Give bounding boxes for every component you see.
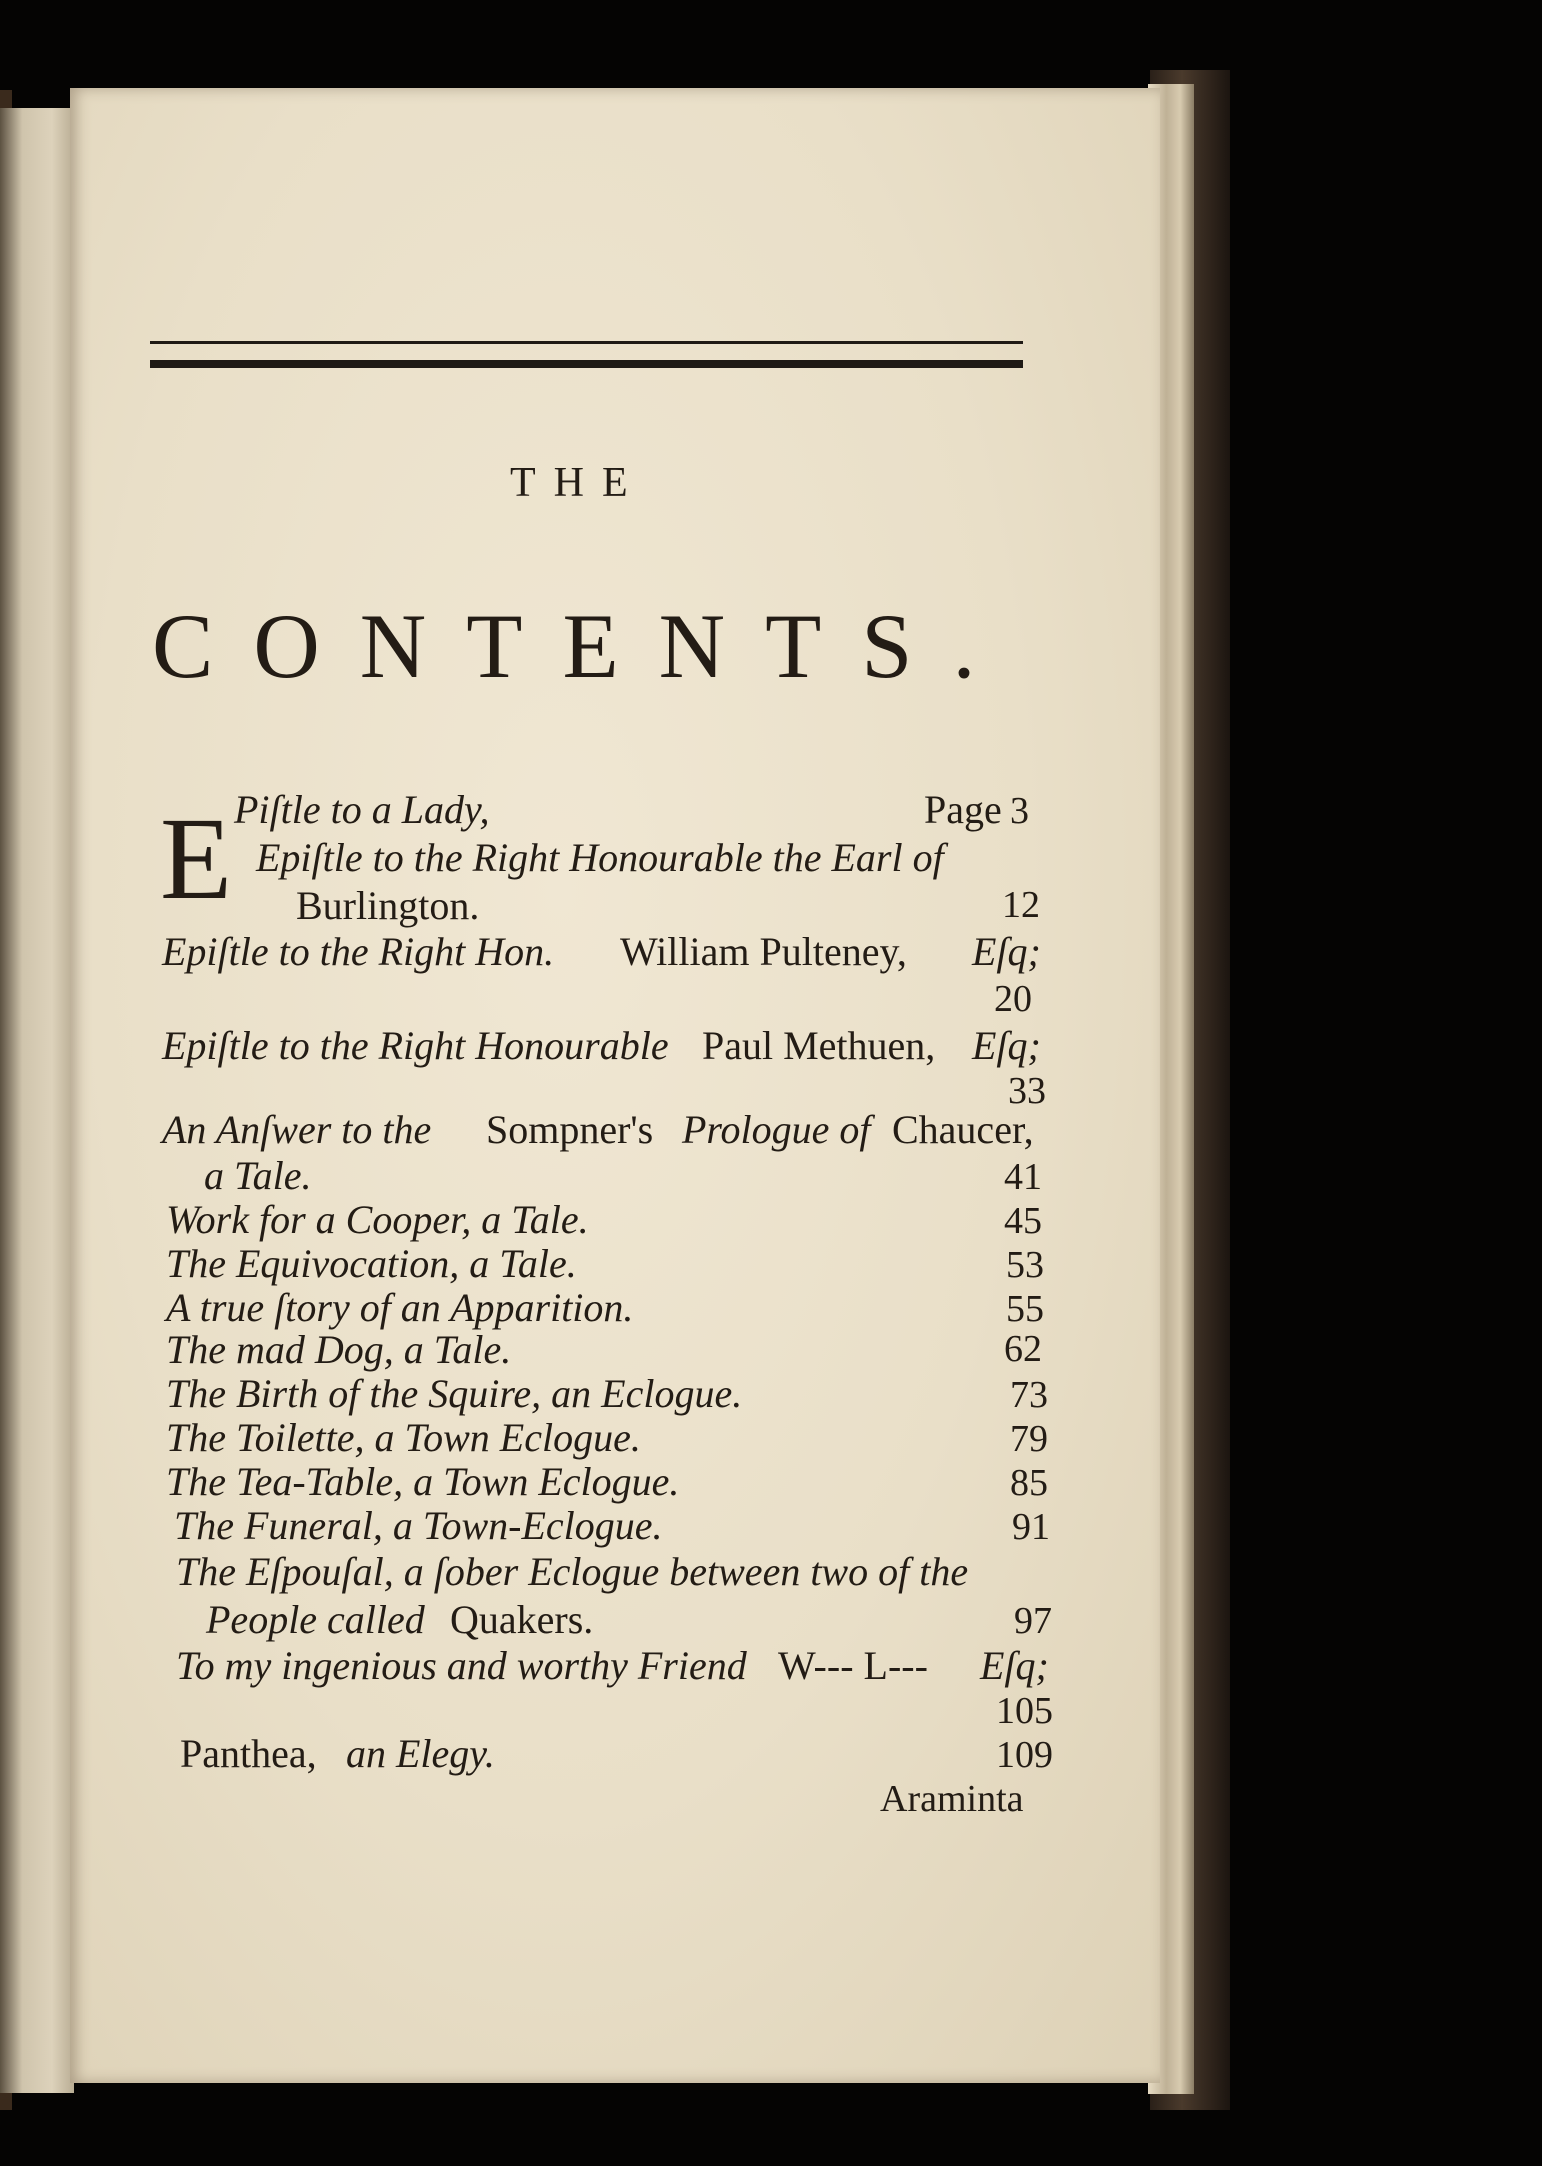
page-number: 85 xyxy=(1010,1462,1048,1504)
entry-title-roman: Chaucer, xyxy=(892,1107,1034,1152)
page-number: 33 xyxy=(1008,1070,1046,1112)
page-number: 73 xyxy=(1010,1374,1048,1416)
entry-title-continued: Burlington. xyxy=(296,883,480,928)
page-number: 53 xyxy=(1006,1244,1044,1286)
entry-title: The Equivocation, a Tale. xyxy=(166,1241,577,1286)
page-number: 109 xyxy=(996,1734,1053,1776)
page-number: 62 xyxy=(1004,1328,1042,1370)
entry-title-roman: Paul Methuen, xyxy=(702,1023,936,1068)
entry-title-italic: an Elegy. xyxy=(346,1731,495,1776)
page-number: 55 xyxy=(1006,1288,1044,1330)
entry-title: Epiſtle to the Right Honourable xyxy=(162,1023,669,1068)
entry-title-continued: People called xyxy=(206,1597,425,1642)
page-number: 3 xyxy=(1010,790,1029,832)
page-number: 105 xyxy=(996,1690,1053,1732)
entry-title-roman: Quakers. xyxy=(450,1597,594,1642)
entry-title: The Tea-Table, a Town Eclogue. xyxy=(166,1459,680,1504)
page-number: 91 xyxy=(1012,1506,1050,1548)
entry-title-roman: William Pulteney, xyxy=(620,929,907,974)
entry-title: A true ſtory of an Apparition. xyxy=(166,1285,634,1330)
entry-title: The Eſpouſal, a ſober Eclogue between two of the xyxy=(176,1549,969,1594)
page-label: Page xyxy=(924,787,1002,832)
page-number: 45 xyxy=(1004,1200,1042,1242)
entry-title-continued: a Tale. xyxy=(204,1153,312,1198)
entry-title: An Anſwer to the xyxy=(162,1107,432,1152)
entry-title: Work for a Cooper, a Tale. xyxy=(166,1197,589,1242)
heading-the: THE xyxy=(510,460,646,506)
entry-title-suffix: Eſq; xyxy=(980,1643,1049,1688)
heading-contents: CONTENTS. xyxy=(152,595,1016,697)
entry-title-roman: W--- L--- xyxy=(778,1643,928,1688)
entry-title: Epiſtle to the Right Hon. xyxy=(162,929,555,974)
entry-title: Piſtle to a Lady, xyxy=(234,787,490,832)
entry-title: Epiſtle to the Right Honourable the Earl of xyxy=(256,835,944,880)
entry-title-suffix: Eſq; xyxy=(972,1023,1041,1068)
entry-title: Panthea, xyxy=(180,1731,317,1776)
entry-title-italic: Prologue of xyxy=(682,1107,871,1152)
facing-page-edge xyxy=(0,108,74,2093)
top-rule-thick xyxy=(150,360,1023,368)
drop-cap: E xyxy=(160,793,233,924)
entry-title: The mad Dog, a Tale. xyxy=(166,1327,512,1372)
entry-title: To my ingenious and worthy Friend xyxy=(176,1643,747,1688)
entry-title: The Toilette, a Town Eclogue. xyxy=(166,1415,641,1460)
page-number: 79 xyxy=(1010,1418,1048,1460)
top-rule-thin xyxy=(150,341,1023,344)
entry-title: The Birth of the Squire, an Eclogue. xyxy=(166,1371,743,1416)
catchword: Araminta xyxy=(880,1778,1024,1820)
page-number: 41 xyxy=(1004,1156,1042,1198)
page-number: 12 xyxy=(1002,884,1040,926)
page-number: 97 xyxy=(1014,1600,1052,1642)
entry-title: The Funeral, a Town-Eclogue. xyxy=(174,1503,663,1548)
entry-title-roman: Sompner's xyxy=(486,1107,654,1152)
page-number: 20 xyxy=(994,978,1032,1020)
entry-title-suffix: Eſq; xyxy=(972,929,1041,974)
